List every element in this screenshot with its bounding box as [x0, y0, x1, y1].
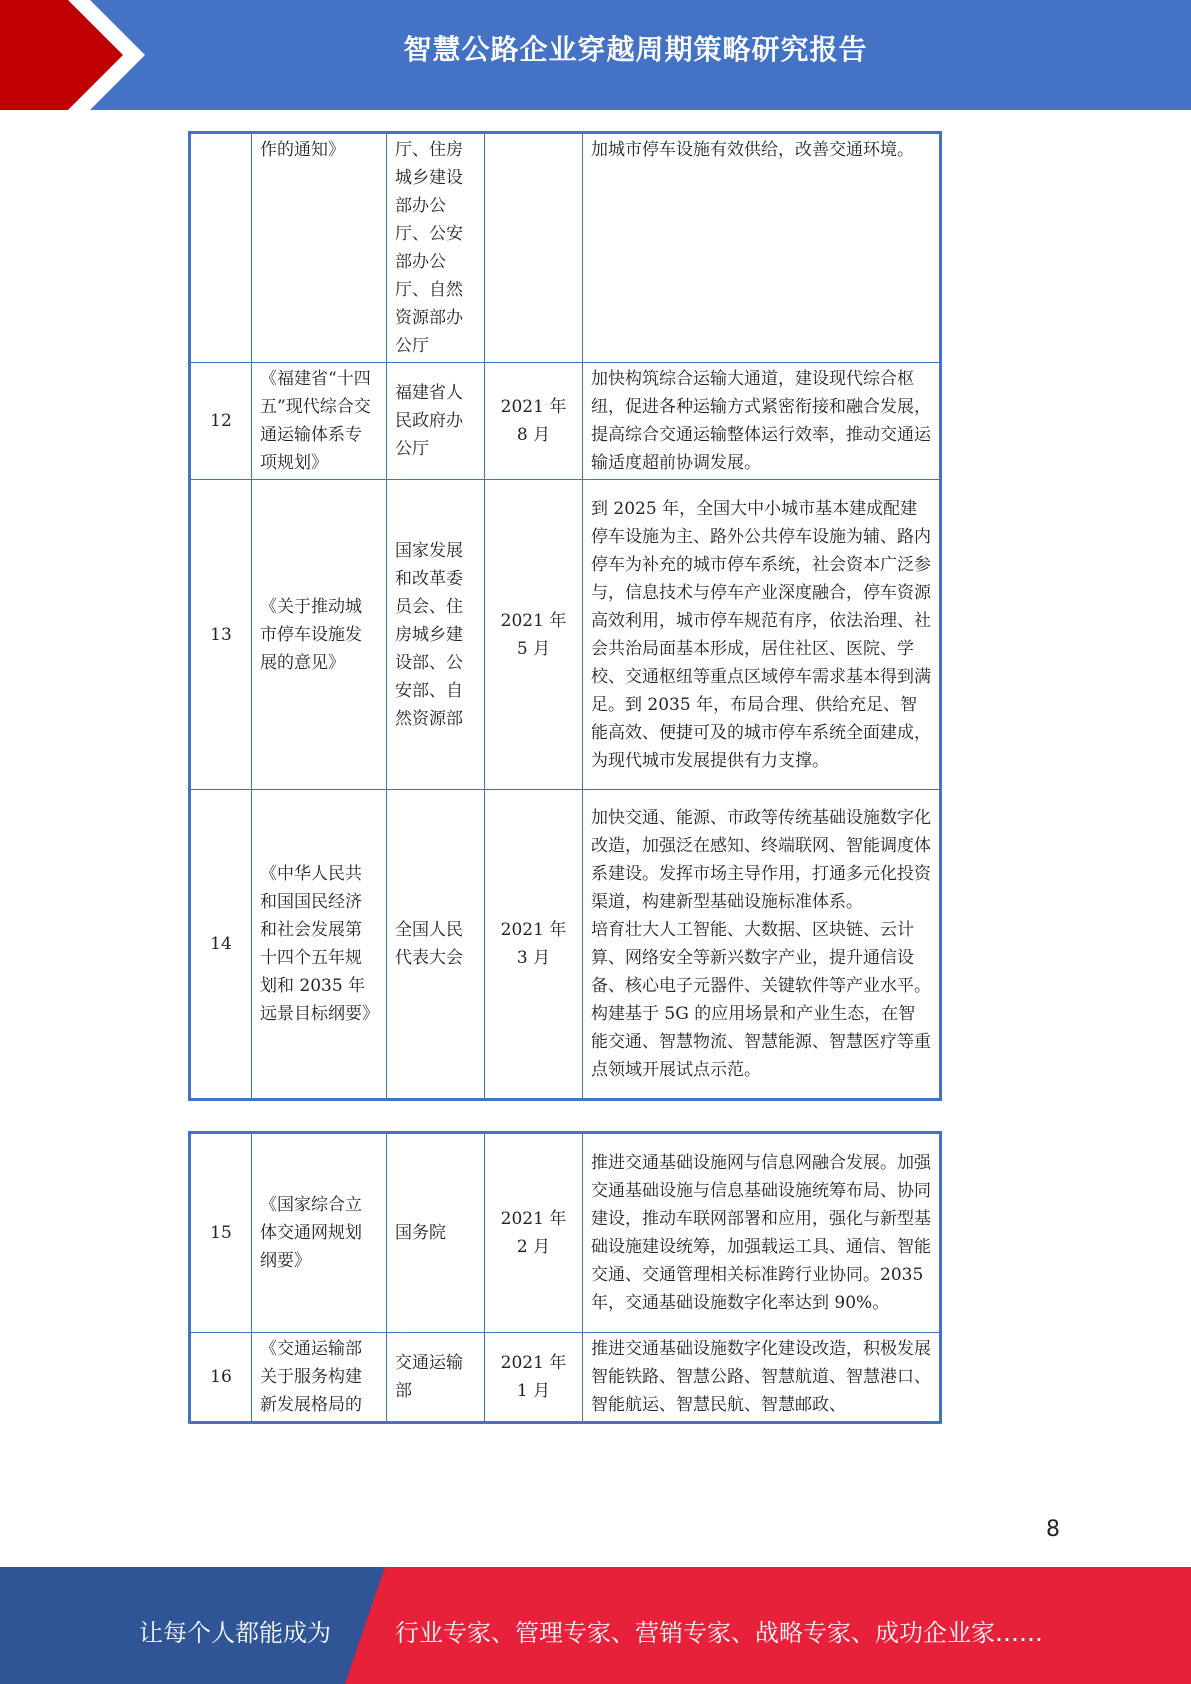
issue-date: 2021 年 2 月 — [485, 1133, 583, 1333]
row-number — [190, 133, 252, 363]
policy-content — [583, 133, 941, 363]
policy-name: 《福建省“十四五”现代综合交通运输体系专项规划》 — [252, 363, 387, 480]
issuing-body: 交通运输部 — [387, 1333, 485, 1423]
issuing-body: 国务院 — [387, 1133, 485, 1333]
table-row — [190, 790, 941, 1100]
issuing-body: 国家发展和改革委员会、住房城乡建设部、公安部、自然资源部 — [387, 480, 485, 790]
issuing-body: 全国人民代表大会 — [387, 790, 485, 1100]
policy-table-2 — [188, 1131, 942, 1424]
row-number: 13 — [190, 480, 252, 790]
policy-content — [583, 363, 941, 480]
issue-date: 2021 年 5 月 — [485, 480, 583, 790]
content-paragraph: 到 2025 年，全国大中小城市基本建成配建停车设施为主、路外公共停车设施为辅、路内停车为补充的城市停车系统，社会资本广泛参与，信息技术与停车产业深度融合，停车资源高效利用，城市停车规范有序，依法治理、社会共治局面基本形成，居住社区、医院、学校、交通枢纽等重点区域停车需求基本得到满足。到 2035 年，布局合理、供给充足、智能高效、便捷可及的城市停车系统全面建成，为现代城市发展提供有力支撑。 — [591, 498, 931, 771]
policy-content — [583, 790, 941, 1100]
header-band — [0, 0, 1191, 110]
content-paragraph: 培育壮大人工智能、大数据、区块链、云计算、网络安全等新兴数字产业，提升通信设备、核心电子元器件、关键软件等产业水平。构建基于 5G 的应用场景和产业生态，在智能交通、智慧物流、智慧能源、智慧医疗等重点领域开展试点示范。 — [591, 920, 931, 1080]
footer-slogan-right: 行业专家、管理专家、营销专家、战略专家、成功企业家…… — [395, 1619, 1043, 1647]
row-number: 15 — [190, 1133, 252, 1333]
issue-date: 2021 年 8 月 — [485, 363, 583, 480]
table-row — [190, 1333, 941, 1423]
content-paragraph: 加城市停车设施有效供给，改善交通环境。 — [591, 140, 914, 160]
policy-content — [583, 1133, 941, 1333]
footer-slogan-left: 让每个人都能成为 — [139, 1619, 331, 1647]
policy-table-1 — [188, 131, 942, 1101]
row-number: 16 — [190, 1333, 252, 1423]
issue-date — [485, 133, 583, 363]
policy-name: 《交通运输部关于服务构建新发展格局的 — [252, 1333, 387, 1423]
content-paragraph: 加快交通、能源、市政等传统基础设施数字化改造，加强泛在感知、终端联网、智能调度体系建设。发挥市场主导作用，打通多元化投资渠道，构建新型基础设施标准体系。 — [591, 808, 931, 912]
table-row — [190, 480, 941, 790]
issue-date: 2021 年 1 月 — [485, 1333, 583, 1423]
content-paragraph: 加快构筑综合运输大通道，建设现代综合枢纽，促进各种运输方式紧密衔接和融合发展，提高综合交通运输整体运行效率，推动交通运输适度超前协调发展。 — [591, 369, 931, 473]
issuing-body: 厅、住房城乡建设部办公厅、公安部办公厅、自然资源部办公厅 — [387, 133, 485, 363]
policy-content — [583, 480, 941, 790]
issuing-body: 福建省人民政府办公厅 — [387, 363, 485, 480]
row-number: 12 — [190, 363, 252, 480]
issue-date: 2021 年 3 月 — [485, 790, 583, 1100]
report-title: 智慧公路企业穿越周期策略研究报告 — [403, 33, 868, 66]
content-paragraph: 推进交通基础设施网与信息网融合发展。加强交通基础设施与信息基础设施统筹布局、协同建设，推动车联网部署和应用，强化与新型基础设施建设统筹，加强载运工具、通信、智能交通、交通管理相关标准跨行业协同。2035 年，交通基础设施数字化率达到 90%。 — [591, 1153, 931, 1313]
policy-name: 作的通知》 — [252, 133, 387, 363]
policy-name: 《国家综合立体交通网规划纲要》 — [252, 1133, 387, 1333]
policy-name: 《关于推动城市停车设施发展的意见》 — [252, 480, 387, 790]
content-paragraph: 推进交通基础设施数字化建设改造，积极发展智能铁路、智慧公路、智慧航道、智慧港口、智能航运、智慧民航、智慧邮政、 — [591, 1339, 931, 1415]
table-row — [190, 363, 941, 480]
policy-content — [583, 1333, 941, 1423]
table-row — [190, 1133, 941, 1333]
table-row — [190, 133, 941, 363]
page-number: 8 — [1046, 1517, 1060, 1542]
policy-name: 《中华人民共和国国民经济和社会发展第十四个五年规划和 2035 年远景目标纲要》 — [252, 790, 387, 1100]
row-number: 14 — [190, 790, 252, 1100]
